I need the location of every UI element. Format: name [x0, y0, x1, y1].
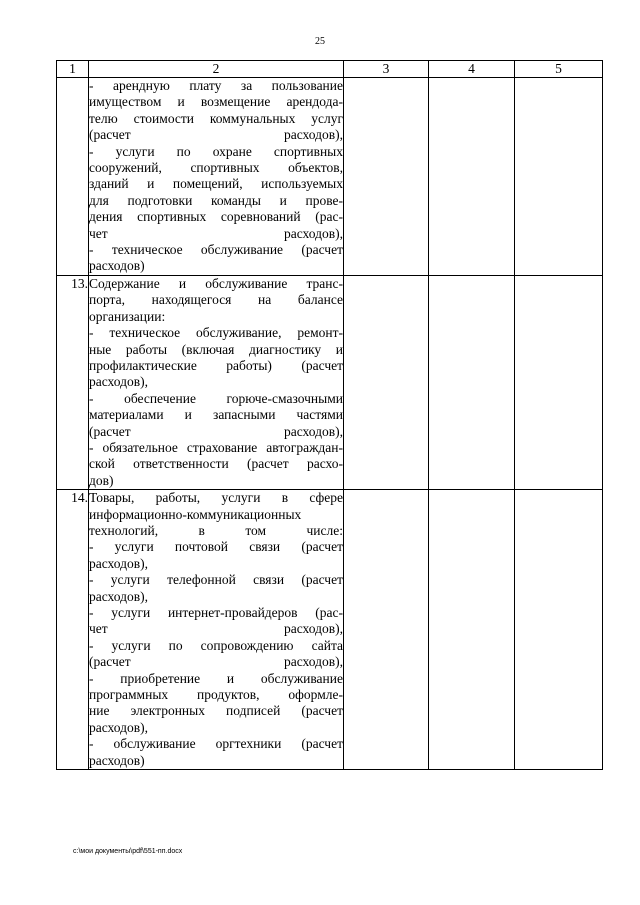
- description-line: - арендную плату за пользование: [89, 78, 343, 93]
- column-header-3: 3: [344, 61, 429, 78]
- description-line: ные работы (включая диагностику и: [89, 341, 343, 357]
- empty-cell-col-4: [429, 78, 515, 276]
- column-header-5: 5: [515, 61, 603, 78]
- table-row: [57, 490, 603, 770]
- row-description: [89, 275, 344, 489]
- table-row: [57, 275, 603, 489]
- description-line: порта, находящегося на балансе: [89, 292, 343, 308]
- description-line: расходов),: [89, 719, 149, 735]
- row-description: [89, 78, 344, 276]
- description-line: - услуги по сопровождению сайта: [89, 637, 343, 653]
- description-line: - услуги по охране спортивных: [89, 143, 343, 159]
- description-line: расходов),: [89, 555, 149, 571]
- table-row: [57, 78, 603, 276]
- empty-cell-col-4: [429, 490, 515, 770]
- file-path-footer: c:\мои документы\pdf\551-пп.docx: [73, 848, 183, 855]
- description-line: - услуги почтовой связи (расчет: [89, 539, 343, 555]
- row-description: [89, 490, 344, 770]
- description-line: профилактические работы) (расчет: [89, 357, 343, 373]
- description-line: ской ответственности (расчет расхо-: [89, 456, 343, 472]
- description-line: для подготовки команды и прове-: [89, 192, 343, 208]
- description-line: дов): [89, 472, 114, 488]
- description-line: (расчет расходов),: [89, 423, 343, 439]
- empty-cell-col-5: [515, 275, 603, 489]
- description-line: - обеспечение горюче-смазочными: [89, 390, 343, 406]
- description-line: (расчет расходов),: [89, 127, 343, 143]
- empty-cell-col-3: [344, 275, 429, 489]
- page-number: 25: [315, 36, 325, 47]
- empty-cell-col-5: [515, 78, 603, 276]
- column-header-1: 1: [57, 61, 89, 78]
- description-line: - услуги телефонной связи (расчет: [89, 572, 343, 588]
- description-line: расходов),: [89, 588, 149, 604]
- description-line: чет расходов),: [89, 225, 343, 241]
- description-line: - услуги интернет-провайдеров (рас-: [89, 605, 343, 620]
- row-number: [57, 78, 89, 276]
- column-header-4: 4: [429, 61, 515, 78]
- column-header-2: 2: [89, 61, 344, 78]
- row-number: 14.: [57, 490, 89, 770]
- description-line: - техническое обслуживание, ремонт-: [89, 325, 343, 341]
- description-line: - техническое обслуживание (расчет: [89, 242, 343, 258]
- expense-table: [56, 60, 603, 770]
- description-line: - обслуживание оргтехники (расчет: [89, 736, 343, 752]
- description-line: телю стоимости коммунальных услуг: [89, 110, 343, 126]
- description-line: материалами и запасными частями: [89, 407, 343, 423]
- description-line: информационно-коммуникационных: [89, 506, 302, 522]
- description-line: технологий, в том числе:: [89, 522, 343, 538]
- description-line: программных продуктов, оформле-: [89, 687, 343, 703]
- description-line: Товары, работы, услуги в сфере: [89, 490, 343, 506]
- empty-cell-col-4: [429, 275, 515, 489]
- description-line: - обязательное страхование автограждан-: [89, 439, 343, 455]
- description-line: сооружений, спортивных объектов,: [89, 160, 343, 176]
- description-line: ние электронных подписей (расчет: [89, 703, 343, 719]
- empty-cell-col-3: [344, 490, 429, 770]
- empty-cell-col-5: [515, 490, 603, 770]
- description-line: расходов): [89, 258, 145, 274]
- empty-cell-col-3: [344, 78, 429, 276]
- header-row: [57, 61, 603, 78]
- description-line: расходов),: [89, 374, 149, 390]
- description-line: (расчет расходов),: [89, 654, 343, 670]
- description-line: - приобретение и обслуживание: [89, 670, 343, 686]
- description-line: дения спортивных соревнований (рас-: [89, 209, 343, 225]
- description-line: организации:: [89, 308, 166, 324]
- description-line: расходов): [89, 752, 145, 768]
- row-number: 13.: [57, 275, 89, 489]
- description-line: имуществом и возмещение арендода-: [89, 94, 343, 110]
- description-line: чет расходов),: [89, 621, 343, 637]
- description-line: Содержание и обслуживание транс-: [89, 275, 343, 291]
- description-line: зданий и помещений, используемых: [89, 176, 343, 192]
